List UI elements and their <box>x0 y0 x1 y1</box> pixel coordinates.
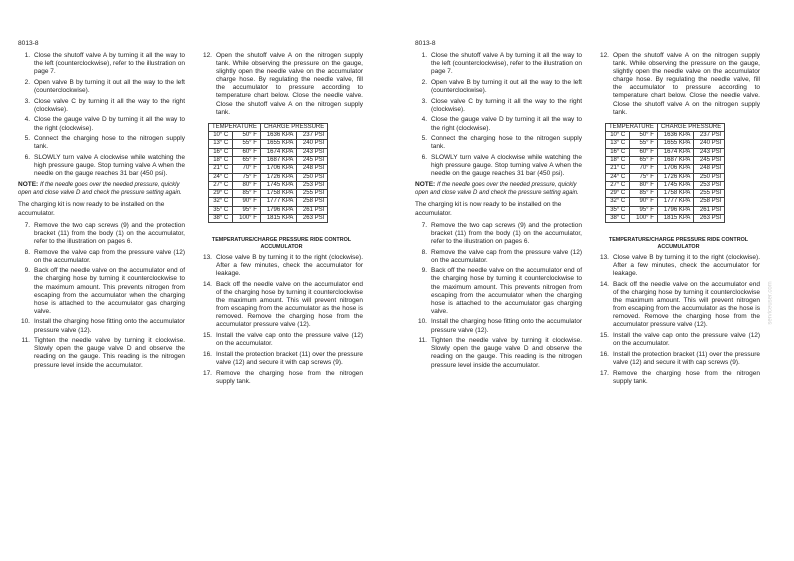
step-12 <box>200 52 363 117</box>
step-number: 16. <box>599 350 609 358</box>
table-cell: 258 PSI <box>694 198 725 206</box>
step-text: Open valve B by turning it out all the way to the left (counterclockwise). <box>34 78 185 94</box>
step-number: 17. <box>599 369 609 377</box>
table-row <box>209 140 328 148</box>
table-row <box>209 181 328 189</box>
step-text: Close the gauge valve D by turning it all the way to the right (clockwise). <box>34 116 185 132</box>
step-number: 14. <box>202 281 212 288</box>
step-text: Install the valve cap onto the pressure valve (12) on the accumulator. <box>613 332 760 348</box>
table-cell: 1796 KPA <box>657 206 694 214</box>
table-cell: 32° C <box>209 198 233 206</box>
table-cell: 13° C <box>606 140 630 148</box>
table-cell: 100° F <box>630 215 657 223</box>
table-row <box>209 165 328 173</box>
step-number: 4. <box>421 116 427 124</box>
table-cell: 237 PSI <box>694 132 725 140</box>
table-cell: 240 PSI <box>297 140 328 148</box>
step-text: Remove the charging hose from the nitrogen supply tank. <box>216 369 363 385</box>
table-cell: 263 PSI <box>694 215 725 223</box>
step-item <box>18 337 185 369</box>
step-number: 11. <box>418 337 427 345</box>
step-item <box>18 79 185 95</box>
step-item <box>200 332 363 348</box>
step-text: SLOWLY turn valve A clockwise while watching the high pressure gauge. Stop turning valve A when the needle on the gauge reaches 31 bar (450 psi). <box>431 154 582 178</box>
step-text: Close the shutoff valve A by turning it all the way to the left (counterclockwise), refer to the illustration on page 7. <box>34 52 185 76</box>
step-number: 3. <box>24 97 30 105</box>
step-text: Install the charging hose fitting onto the accumulator pressure valve (12). <box>34 318 185 334</box>
steps-list <box>597 254 760 386</box>
table-cell: 1655 KPA <box>657 140 694 148</box>
table-cell: 10° C <box>606 132 630 140</box>
note-label: NOTE: <box>415 181 436 189</box>
install-paragraph: The charging kit is now ready to be installed on the accumulator. <box>18 201 165 217</box>
table-cell: 85° F <box>630 190 657 198</box>
table-cell: 237 PSI <box>297 132 328 140</box>
table-cell: 261 PSI <box>694 206 725 214</box>
table-cell: 250 PSI <box>297 173 328 181</box>
step-number: 2. <box>421 78 427 86</box>
note <box>18 181 185 197</box>
table-cell: 1706 KPA <box>657 165 694 173</box>
step-item <box>200 281 363 330</box>
table-cell: 263 PSI <box>297 215 328 223</box>
column-right <box>597 52 760 389</box>
step-item <box>18 98 185 114</box>
page-right <box>397 0 794 561</box>
note <box>415 181 582 197</box>
table-row <box>606 132 725 140</box>
step-12 <box>597 52 760 117</box>
step-item <box>415 116 582 132</box>
table-cell: 60° F <box>233 148 260 156</box>
table-cell: 18° C <box>606 156 630 164</box>
step-text: Remove the two cap screws (9) and the protection bracket (11) from the body (1) on the accumulator, refer to the illustration on pages 6. <box>34 221 185 245</box>
table-row <box>209 132 328 140</box>
step-text: Tighten the needle valve by turning it clockwise. Slowly open the gauge valve D and observe the reading on the gauge. This reading is the nitrogen pressure level inside the accumulator. <box>34 337 185 369</box>
table-cell: 1726 KPA <box>260 173 297 181</box>
step-text: Back off the needle valve on the accumulator end of the charging hose by turning it counterclockwise to the maximum amount. This prevents nitrogen from escaping from the accumulator when the charging hose is attached to the accumulator gas charging valve. <box>431 267 582 315</box>
steps-list <box>415 52 582 178</box>
step-item <box>200 52 363 117</box>
table-cell: 32° C <box>606 198 630 206</box>
step-text: Close the gauge valve D by turning it all the way to the right (clockwise). <box>431 116 582 132</box>
step-text: Connect the charging hose to the nitrogen supply tank. <box>34 135 185 151</box>
step-text: SLOWLY turn valve A clockwise while watching the high pressure gauge. Stop turning valve A when the needle on the gauge reaches 31 bar (450 psi). <box>34 154 185 178</box>
step-item <box>200 254 363 278</box>
step-item <box>18 267 185 316</box>
table-cell: 65° F <box>630 156 657 164</box>
step-number: 9. <box>24 267 30 275</box>
table-cell: 1758 KPA <box>657 190 694 198</box>
table-row <box>606 215 725 223</box>
watermark: serviceuser.com <box>767 281 774 325</box>
table-cell: 1777 KPA <box>657 198 694 206</box>
step-text: Remove the valve cap from the pressure valve (12) on the accumulator. <box>34 248 185 264</box>
table-cell: 100° F <box>233 215 260 223</box>
step-item <box>597 254 760 278</box>
table-cell: 245 PSI <box>694 156 725 164</box>
column-right <box>200 52 363 389</box>
step-item <box>18 154 185 178</box>
table-row <box>209 215 328 223</box>
table-row <box>209 156 328 164</box>
step-item <box>18 135 185 151</box>
table-cell: 253 PSI <box>694 181 725 189</box>
table-row <box>209 206 328 214</box>
step-text: Connect the charging hose to the nitrogen supply tank. <box>431 135 582 151</box>
table-cell: 29° C <box>209 190 233 198</box>
steps-list <box>200 254 363 386</box>
table-cell: 24° C <box>209 173 233 181</box>
table-cell: 1777 KPA <box>260 198 297 206</box>
table-cell: 1726 KPA <box>657 173 694 181</box>
table-cell: 1674 KPA <box>657 148 694 156</box>
note-label: NOTE: <box>18 181 39 189</box>
step-text: Install the protection bracket (11) over the pressure valve (12) and secure it with cap screws (9). <box>216 350 363 367</box>
table-cell: 1687 KPA <box>260 156 297 164</box>
table-cell: 60° F <box>630 148 657 156</box>
step-text: Remove the charging hose from the nitrogen supply tank. <box>613 369 760 385</box>
table-cell: 13° C <box>209 140 233 148</box>
step-text: Back off the needle valve on the accumulator end of the charging hose by turning it counterclockwise to the maximum amount. This prevents nitrogen from escaping from the accumulator when the charging hose is attached to the accumulator gas charging valve. <box>34 267 185 315</box>
table-cell: 1745 KPA <box>657 181 694 189</box>
step-text: Remove the valve cap from the pressure valve (12) on the accumulator. <box>431 248 582 264</box>
table-row <box>606 173 725 181</box>
table-cell: 258 PSI <box>297 198 328 206</box>
table-cell: 90° F <box>630 198 657 206</box>
step-item <box>415 337 582 369</box>
table-cell: 95° F <box>233 206 260 214</box>
step-text: Install the charging hose fitting onto the accumulator pressure valve (12). <box>431 318 582 334</box>
caption-line-1: TEMPERATURE/CHARGE PRESSURE RIDE CONTROL <box>211 237 352 244</box>
step-number: 10. <box>417 318 427 326</box>
table-cell: 50° F <box>630 132 657 140</box>
table-row <box>606 206 725 214</box>
table-cell: 55° F <box>233 140 260 148</box>
table-caption <box>597 237 760 250</box>
step-number: 11. <box>21 337 30 345</box>
steps-list <box>18 222 185 370</box>
table-caption <box>200 237 363 250</box>
table-cell: 70° F <box>233 165 260 173</box>
caption-line-1: TEMPERATURE/CHARGE PRESSURE RIDE CONTROL <box>608 237 749 244</box>
step-number: 8. <box>24 248 30 256</box>
table-cell: 1706 KPA <box>260 165 297 173</box>
step-item <box>415 135 582 151</box>
table-cell: 80° F <box>630 181 657 189</box>
table-cell: 16° C <box>606 148 630 156</box>
step-number: 13. <box>599 254 609 262</box>
step-text: Open the shutoff valve A on the nitrogen supply tank. While observing the pressure on the gauge, slightly open the needle valve on the accumulator charge hose. By regulating the needle valve, fill the accumulator to pressure according to temperature chart below. Close the needle valve. Close the shutoff valve A on the nitrogen supply tank. <box>216 52 363 116</box>
table-cell: 1687 KPA <box>657 156 694 164</box>
step-number: 7. <box>421 221 427 229</box>
table-cell: 38° C <box>209 215 233 223</box>
table-cell: 1745 KPA <box>260 181 297 189</box>
table-cell: 255 PSI <box>297 190 328 198</box>
column-left <box>415 52 582 372</box>
table-row <box>209 173 328 181</box>
charge-pressure-table <box>208 123 328 224</box>
step-number: 5. <box>421 135 427 143</box>
step-number: 9. <box>421 267 427 275</box>
table-row <box>606 165 725 173</box>
table-cell: 80° F <box>233 181 260 189</box>
step-number: 14. <box>599 281 609 288</box>
charge-pressure-table <box>605 123 725 224</box>
step-text: Close the shutoff valve A by turning it all the way to the left (counterclockwise), refer to the illustration on page 7. <box>431 52 582 76</box>
table-cell: 10° C <box>209 132 233 140</box>
step-item <box>200 351 363 367</box>
step-text: Back off the needle valve on the accumulator end of the charging hose by turning it counterclockwise the maximum amount. This will prevent nitrogen from escaping from the accumulator as the hose is removed. Remove the charging hose from the accumulator pressure valve (12). <box>216 281 363 329</box>
table-cell: 24° C <box>606 173 630 181</box>
step-text: Close valve C by turning it all the way to the right (clockwise). <box>431 97 582 113</box>
step-number: 15. <box>599 332 609 340</box>
step-item <box>415 154 582 178</box>
step-number: 1. <box>24 52 30 59</box>
table-row <box>606 140 725 148</box>
step-item <box>200 370 363 386</box>
table-header-temperature: TEMPERATURE <box>209 123 261 131</box>
column-left <box>18 52 185 372</box>
table-cell: 75° F <box>630 173 657 181</box>
step-number: 6. <box>421 154 427 161</box>
steps-list <box>415 222 582 370</box>
table-cell: 1636 KPA <box>657 132 694 140</box>
step-text: Open the shutoff valve A on the nitrogen supply tank. While observing the pressure on the gauge, slightly open the needle valve on the accumulator charge hose. By regulating the needle valve, fill the accumulator to pressure according to temperature chart below. Close the needle valve. Close the shutoff valve A on the nitrogen supply tank. <box>613 52 760 116</box>
page-header: 8013-8 <box>18 40 39 47</box>
step-item <box>18 222 185 246</box>
step-item <box>18 318 185 334</box>
table-cell: 27° C <box>209 181 233 189</box>
table-header-pressure: CHARGE PRESSURE <box>657 123 724 131</box>
step-number: 10. <box>20 318 30 326</box>
step-text: Close valve B by turning it to the right (clockwise). After a few minutes, check the accumulator for leakage. <box>216 254 363 278</box>
step-text: Close valve B by turning it to the right (clockwise). After a few minutes, check the accumulator for leakage. <box>613 254 760 278</box>
table-cell: 250 PSI <box>694 173 725 181</box>
table-cell: 261 PSI <box>297 206 328 214</box>
table-cell: 1655 KPA <box>260 140 297 148</box>
step-item <box>415 318 582 334</box>
install-paragraph: The charging kit is now ready to be installed on the accumulator. <box>415 201 562 217</box>
steps-list <box>18 52 185 178</box>
table-row <box>606 181 725 189</box>
table-row <box>606 148 725 156</box>
table-cell: 95° F <box>630 206 657 214</box>
table-cell: 70° F <box>630 165 657 173</box>
step-item <box>415 79 582 95</box>
table-cell: 240 PSI <box>694 140 725 148</box>
table-header-temperature: TEMPERATURE <box>606 123 658 131</box>
step-item <box>597 351 760 367</box>
step-number: 1. <box>421 52 427 59</box>
note-text: If the needle goes over the needed pressure, quickly open and close valve D and check the pressure setting again. <box>415 182 579 197</box>
step-number: 2. <box>24 78 30 86</box>
table-cell: 90° F <box>233 198 260 206</box>
step-text: Open valve B by turning it out all the way to the left (counterclockwise). <box>431 78 582 94</box>
step-number: 8. <box>421 248 427 256</box>
step-item <box>597 332 760 348</box>
step-number: 7. <box>24 221 30 229</box>
table-row <box>209 148 328 156</box>
step-text: Install the protection bracket (11) over the pressure valve (12) and secure it with cap screws (9). <box>613 350 760 367</box>
table-cell: 1758 KPA <box>260 190 297 198</box>
table-row <box>606 190 725 198</box>
table-cell: 253 PSI <box>297 181 328 189</box>
table-cell: 38° C <box>606 215 630 223</box>
table-row <box>606 198 725 206</box>
step-number: 15. <box>202 332 212 340</box>
table-cell: 55° F <box>630 140 657 148</box>
table-cell: 35° C <box>209 206 233 214</box>
step-number: 12. <box>202 52 212 59</box>
table-cell: 29° C <box>606 190 630 198</box>
table-cell: 35° C <box>606 206 630 214</box>
table-cell: 1636 KPA <box>260 132 297 140</box>
table-cell: 85° F <box>233 190 260 198</box>
page-header: 8013-8 <box>415 40 436 47</box>
step-text: Install the valve cap onto the pressure valve (12) on the accumulator. <box>216 332 363 348</box>
step-text: Back off the needle valve on the accumulator end of the charging hose by turning it counterclockwise the maximum amount. This will prevent nitrogen from escaping from the accumulator as the hose is removed. Remove the charging hose from the accumulator pressure valve (12). <box>613 281 760 329</box>
caption-line-2: ACCUMULATOR <box>260 243 303 250</box>
step-item <box>18 52 185 76</box>
table-cell: 75° F <box>233 173 260 181</box>
table-cell: 21° C <box>606 165 630 173</box>
step-number: 4. <box>24 116 30 124</box>
step-number: 6. <box>24 154 30 161</box>
step-number: 13. <box>202 254 212 262</box>
table-cell: 1815 KPA <box>657 215 694 223</box>
step-item <box>415 98 582 114</box>
step-item <box>597 370 760 386</box>
table-cell: 50° F <box>233 132 260 140</box>
table-row <box>606 156 725 164</box>
table-cell: 243 PSI <box>297 148 328 156</box>
step-number: 12. <box>599 52 609 59</box>
table-cell: 1796 KPA <box>260 206 297 214</box>
step-text: Close valve C by turning it all the way to the right (clockwise). <box>34 97 185 113</box>
step-item <box>415 267 582 316</box>
step-item <box>597 52 760 117</box>
table-cell: 16° C <box>209 148 233 156</box>
step-item <box>597 281 760 330</box>
step-text: Tighten the needle valve by turning it clockwise. Slowly open the gauge valve D and observe the reading on the gauge. This reading is the nitrogen pressure level inside the accumulator. <box>431 337 582 369</box>
step-number: 5. <box>24 135 30 143</box>
table-cell: 65° F <box>233 156 260 164</box>
step-item <box>415 52 582 76</box>
table-cell: 248 PSI <box>694 165 725 173</box>
step-item <box>18 249 185 265</box>
table-row <box>209 190 328 198</box>
step-text: Remove the two cap screws (9) and the protection bracket (11) from the body (1) on the accumulator, refer to the illustration on pages 6. <box>431 221 582 245</box>
step-number: 17. <box>202 369 212 377</box>
step-item <box>415 249 582 265</box>
step-item <box>415 222 582 246</box>
step-item <box>18 116 185 132</box>
table-cell: 1674 KPA <box>260 148 297 156</box>
note-text: If the needle goes over the needed pressure, quickly open and close valve D and check the pressure setting again. <box>18 182 182 197</box>
table-cell: 21° C <box>209 165 233 173</box>
table-cell: 243 PSI <box>694 148 725 156</box>
table-cell: 255 PSI <box>694 190 725 198</box>
table-cell: 245 PSI <box>297 156 328 164</box>
caption-line-2: ACCUMULATOR <box>657 243 700 250</box>
step-number: 16. <box>202 350 212 358</box>
table-cell: 18° C <box>209 156 233 164</box>
table-cell: 248 PSI <box>297 165 328 173</box>
table-cell: 1815 KPA <box>260 215 297 223</box>
step-number: 3. <box>421 97 427 105</box>
table-header-pressure: CHARGE PRESSURE <box>260 123 327 131</box>
table-cell: 27° C <box>606 181 630 189</box>
table-row <box>209 198 328 206</box>
